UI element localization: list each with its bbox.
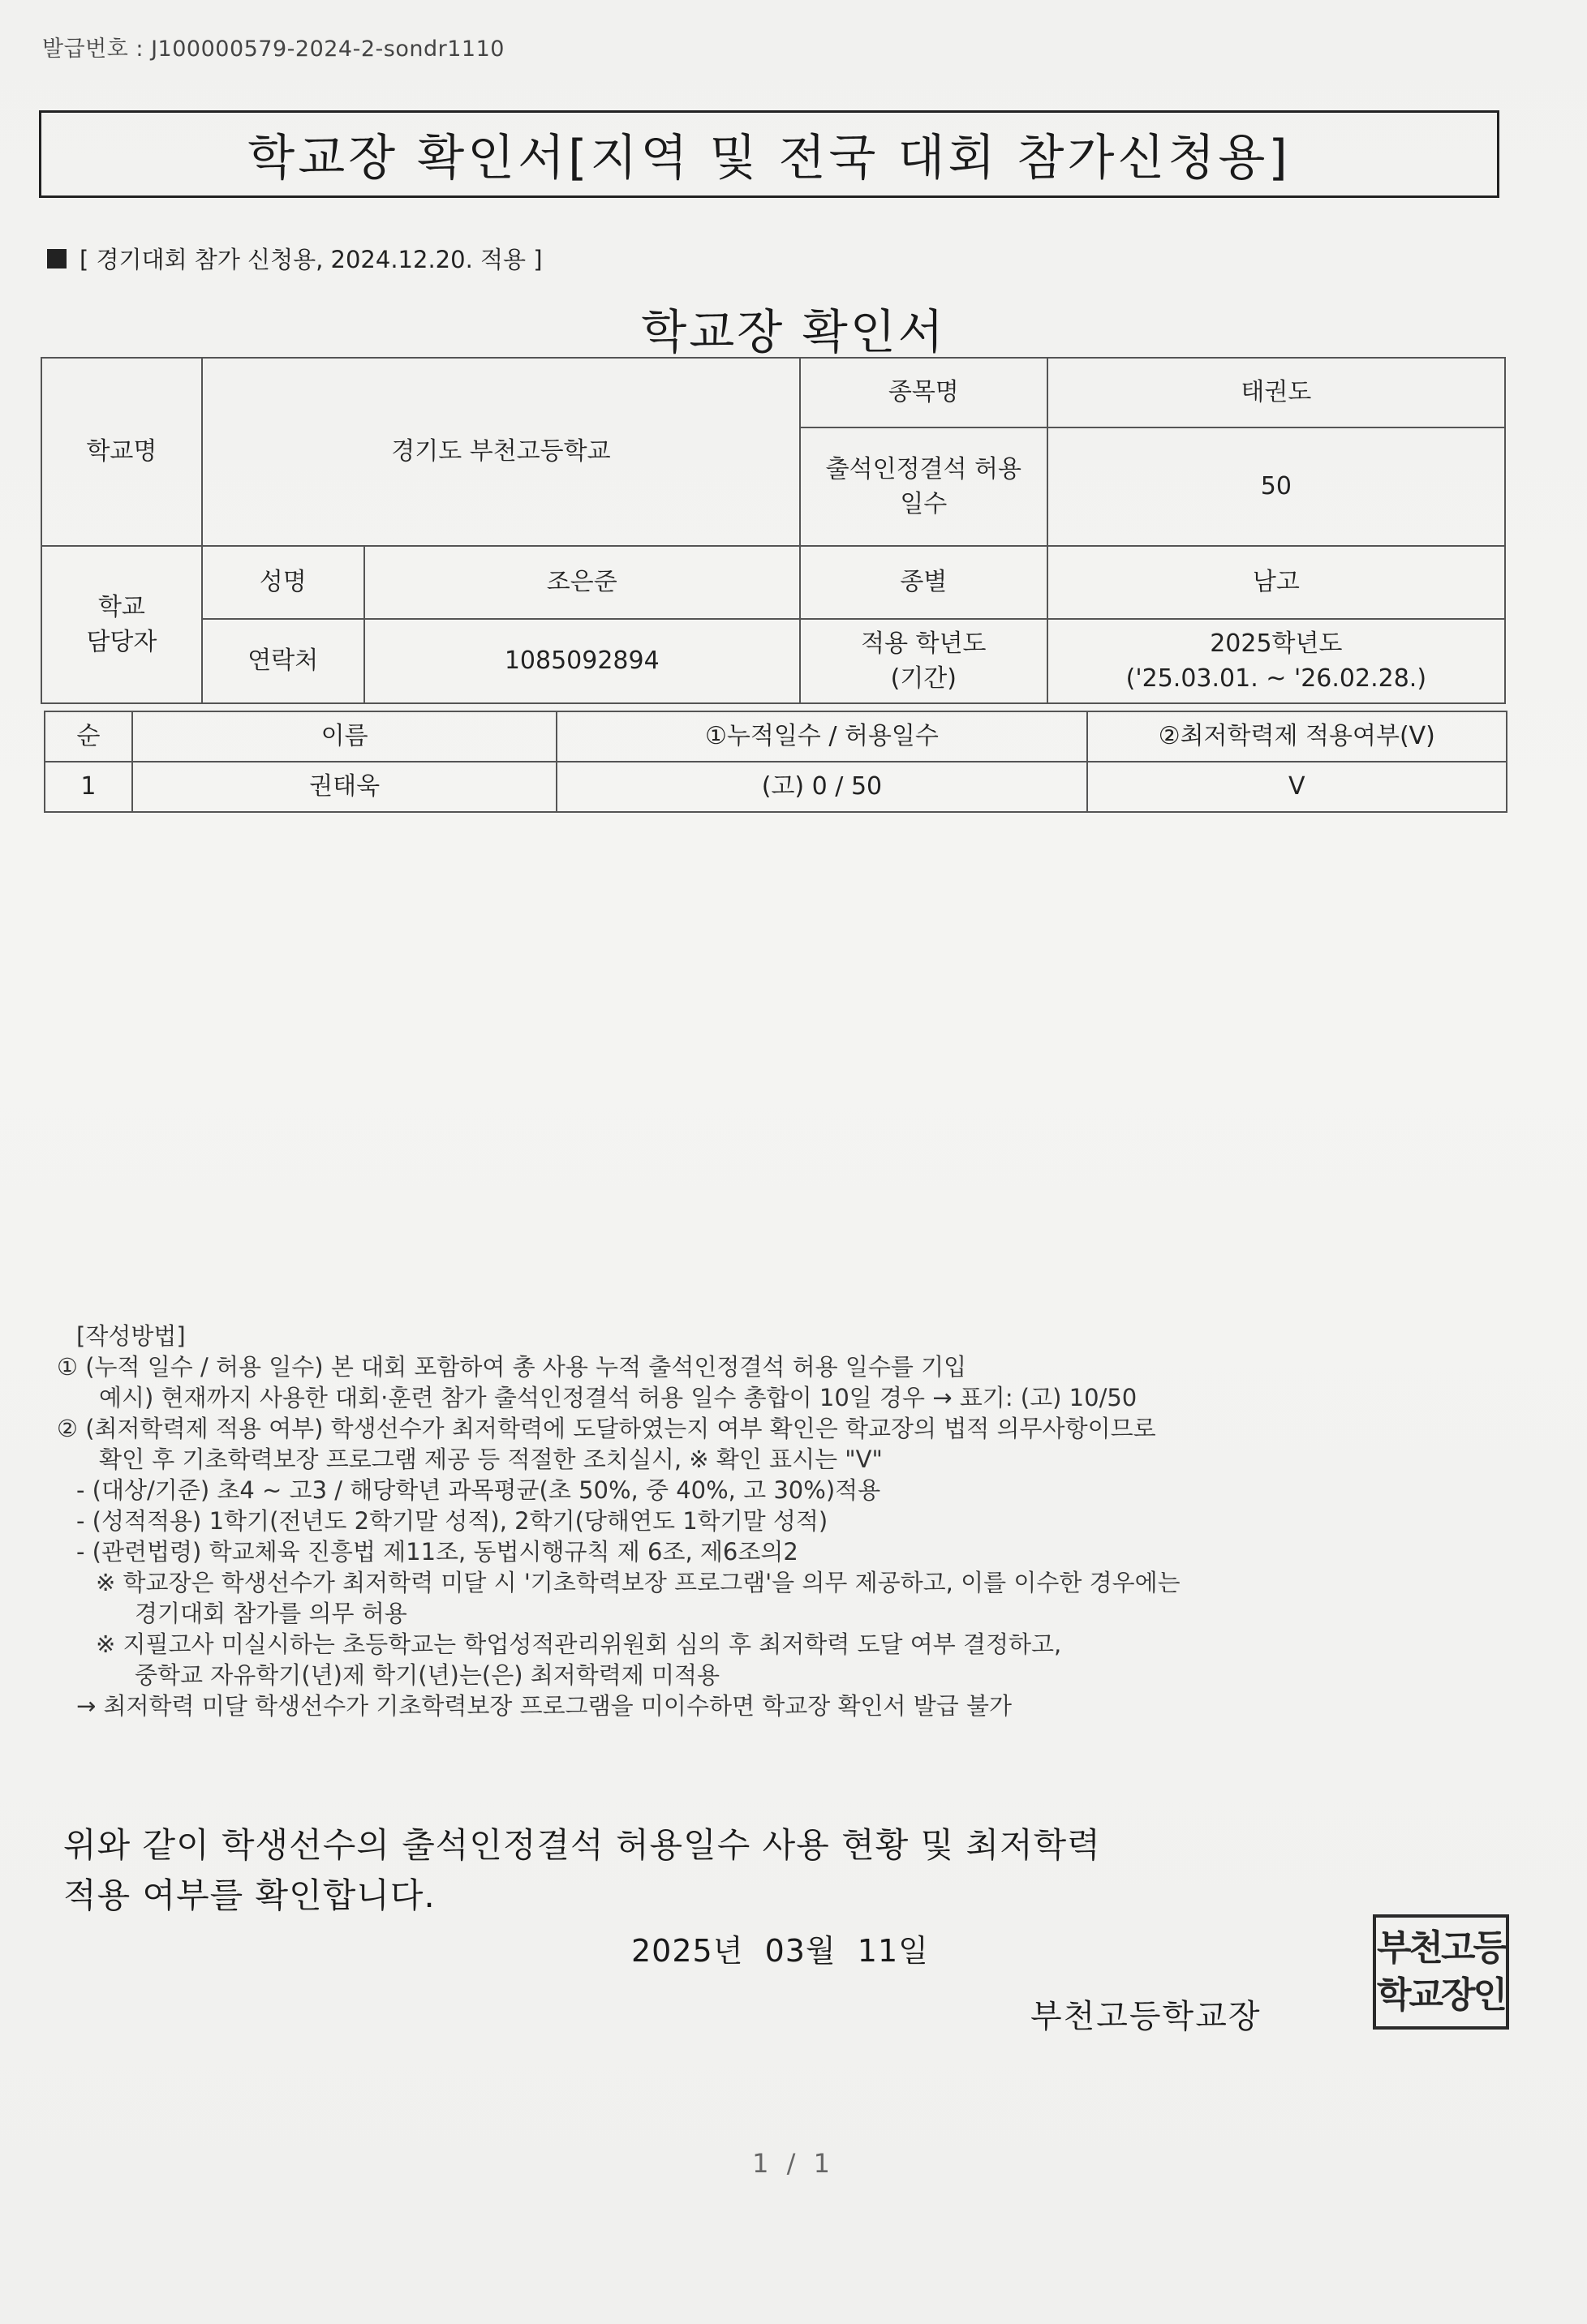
allowed-days-value: 50 bbox=[1047, 427, 1505, 546]
method-line: - (대상/기준) 초4 ~ 고3 / 해당학년 과목평균(초 50%, 중 40%, 고 30%)적용 bbox=[76, 1476, 881, 1504]
method-line: 중학교 자유학기(년)제 학기(년)는(은) 최저학력제 미적용 bbox=[135, 1661, 720, 1689]
year-value bbox=[1047, 619, 1505, 703]
method-line: 경기대회 참가를 의무 허용 bbox=[135, 1600, 407, 1627]
row-min-academic: V bbox=[1087, 762, 1507, 812]
confirmation-line2: 적용 여부를 확인합니다. bbox=[63, 1875, 436, 1915]
form-title: 학교장 확인서 bbox=[641, 304, 946, 359]
seal-line2: 학교장인 bbox=[1376, 1974, 1505, 2016]
method-line: ※ 학교장은 학생선수가 최저학력 미달 시 '기초학력보장 프로그램'을 의무 제공하고, 이를 이수한 경우에는 bbox=[96, 1569, 1181, 1596]
contact-value: 1085092894 bbox=[364, 619, 800, 703]
school-name-label: 학교명 bbox=[41, 358, 202, 546]
table-row bbox=[45, 762, 1507, 812]
method-line: 확인 후 기초학력보장 프로그램 제공 등 적절한 조치실시, ※ 확인 표시는 "V" bbox=[99, 1446, 883, 1473]
gender-value: 남고 bbox=[1047, 546, 1505, 619]
method-line: → 최저학력 미달 학생선수가 기초학력보장 프로그램을 미이수하면 학교장 확인서 발급 불가 bbox=[76, 1692, 1013, 1720]
row-days: (고) 0 / 50 bbox=[557, 762, 1086, 812]
allowed-days-label: 출석인정결석 허용 일수 bbox=[800, 427, 1047, 546]
header-min-academic: ②최저학력제 적용여부(V) bbox=[1087, 711, 1507, 762]
principal-signature: 부천고등학교장 bbox=[1030, 1998, 1262, 2035]
gender-label: 종별 bbox=[800, 546, 1047, 619]
header-days: ①누적일수 / 허용일수 bbox=[557, 711, 1086, 762]
event-label: 종목명 bbox=[800, 358, 1047, 427]
manager-name-value: 조은준 bbox=[364, 546, 800, 619]
row-name: 권태욱 bbox=[132, 762, 557, 812]
method-heading: [작성방법] bbox=[76, 1322, 186, 1350]
year-line1: 2025학년도 bbox=[1210, 629, 1343, 658]
year-line2: ('25.03.01. ~ '26.02.28.) bbox=[1125, 664, 1427, 693]
method-line: ① (누적 일수 / 허용 일수) 본 대회 포함하여 총 사용 누적 출석인정결석 허용 일수를 기입 bbox=[57, 1353, 967, 1381]
row-no: 1 bbox=[45, 762, 132, 812]
document-title: 학교장 확인서[지역 및 전국 대회 참가신청용] bbox=[39, 110, 1499, 198]
confirmation-line1: 위와 같이 학생선수의 출석인정결석 허용일수 사용 현황 및 최저학력 bbox=[63, 1825, 1101, 1865]
method-line: - (관련법령) 학교체육 진흥법 제11조, 동법시행규칙 제 6조, 제6조의2 bbox=[76, 1538, 798, 1566]
manager-label: 학교 담당자 bbox=[41, 546, 202, 703]
issue-number: 발급번호 : J100000579-2024-2-sondr1110 bbox=[42, 37, 505, 62]
students-table bbox=[44, 711, 1507, 813]
confirmation-text bbox=[63, 1820, 1101, 1921]
method-line: ② (최저학력제 적용 여부) 학생선수가 최저학력에 도달하였는지 여부 확인은 학교장의 법적 의무사항이므로 bbox=[57, 1415, 1156, 1442]
year-label: 적용 학년도 (기간) bbox=[800, 619, 1047, 703]
square-bullet-icon bbox=[47, 249, 67, 268]
method-line: 예시) 현재까지 사용한 대회·훈련 참가 출석인정결석 허용 일수 총합이 10일 경우 → 표기: (고) 10/50 bbox=[99, 1384, 1138, 1411]
event-value: 태권도 bbox=[1047, 358, 1505, 427]
header-name: 이름 bbox=[132, 711, 557, 762]
page-number: 1 / 1 bbox=[752, 2148, 835, 2179]
apply-note-text: [ 경기대회 참가 신청용, 2024.12.20. 적용 ] bbox=[80, 246, 543, 273]
seal-line1: 부천고등 bbox=[1376, 1927, 1505, 1969]
name-label: 성명 bbox=[202, 546, 364, 619]
school-name-value: 경기도 부천고등학교 bbox=[202, 358, 800, 546]
school-seal-stamp bbox=[1373, 1914, 1509, 2030]
header-no: 순 bbox=[45, 711, 132, 762]
apply-note bbox=[47, 242, 543, 275]
method-line: - (성적적용) 1학기(전년도 2학기말 성적), 2학기(당해연도 1학기말 성적) bbox=[76, 1507, 828, 1535]
school-info-table bbox=[41, 357, 1506, 704]
method-line: ※ 지필고사 미실시하는 초등학교는 학업성적관리위원회 심의 후 최저학력 도달 여부 결정하고, bbox=[96, 1630, 1062, 1658]
contact-label: 연락처 bbox=[202, 619, 364, 703]
issue-date: 2025년 03월 11일 bbox=[631, 1933, 929, 1969]
writing-method bbox=[57, 1321, 1436, 1721]
